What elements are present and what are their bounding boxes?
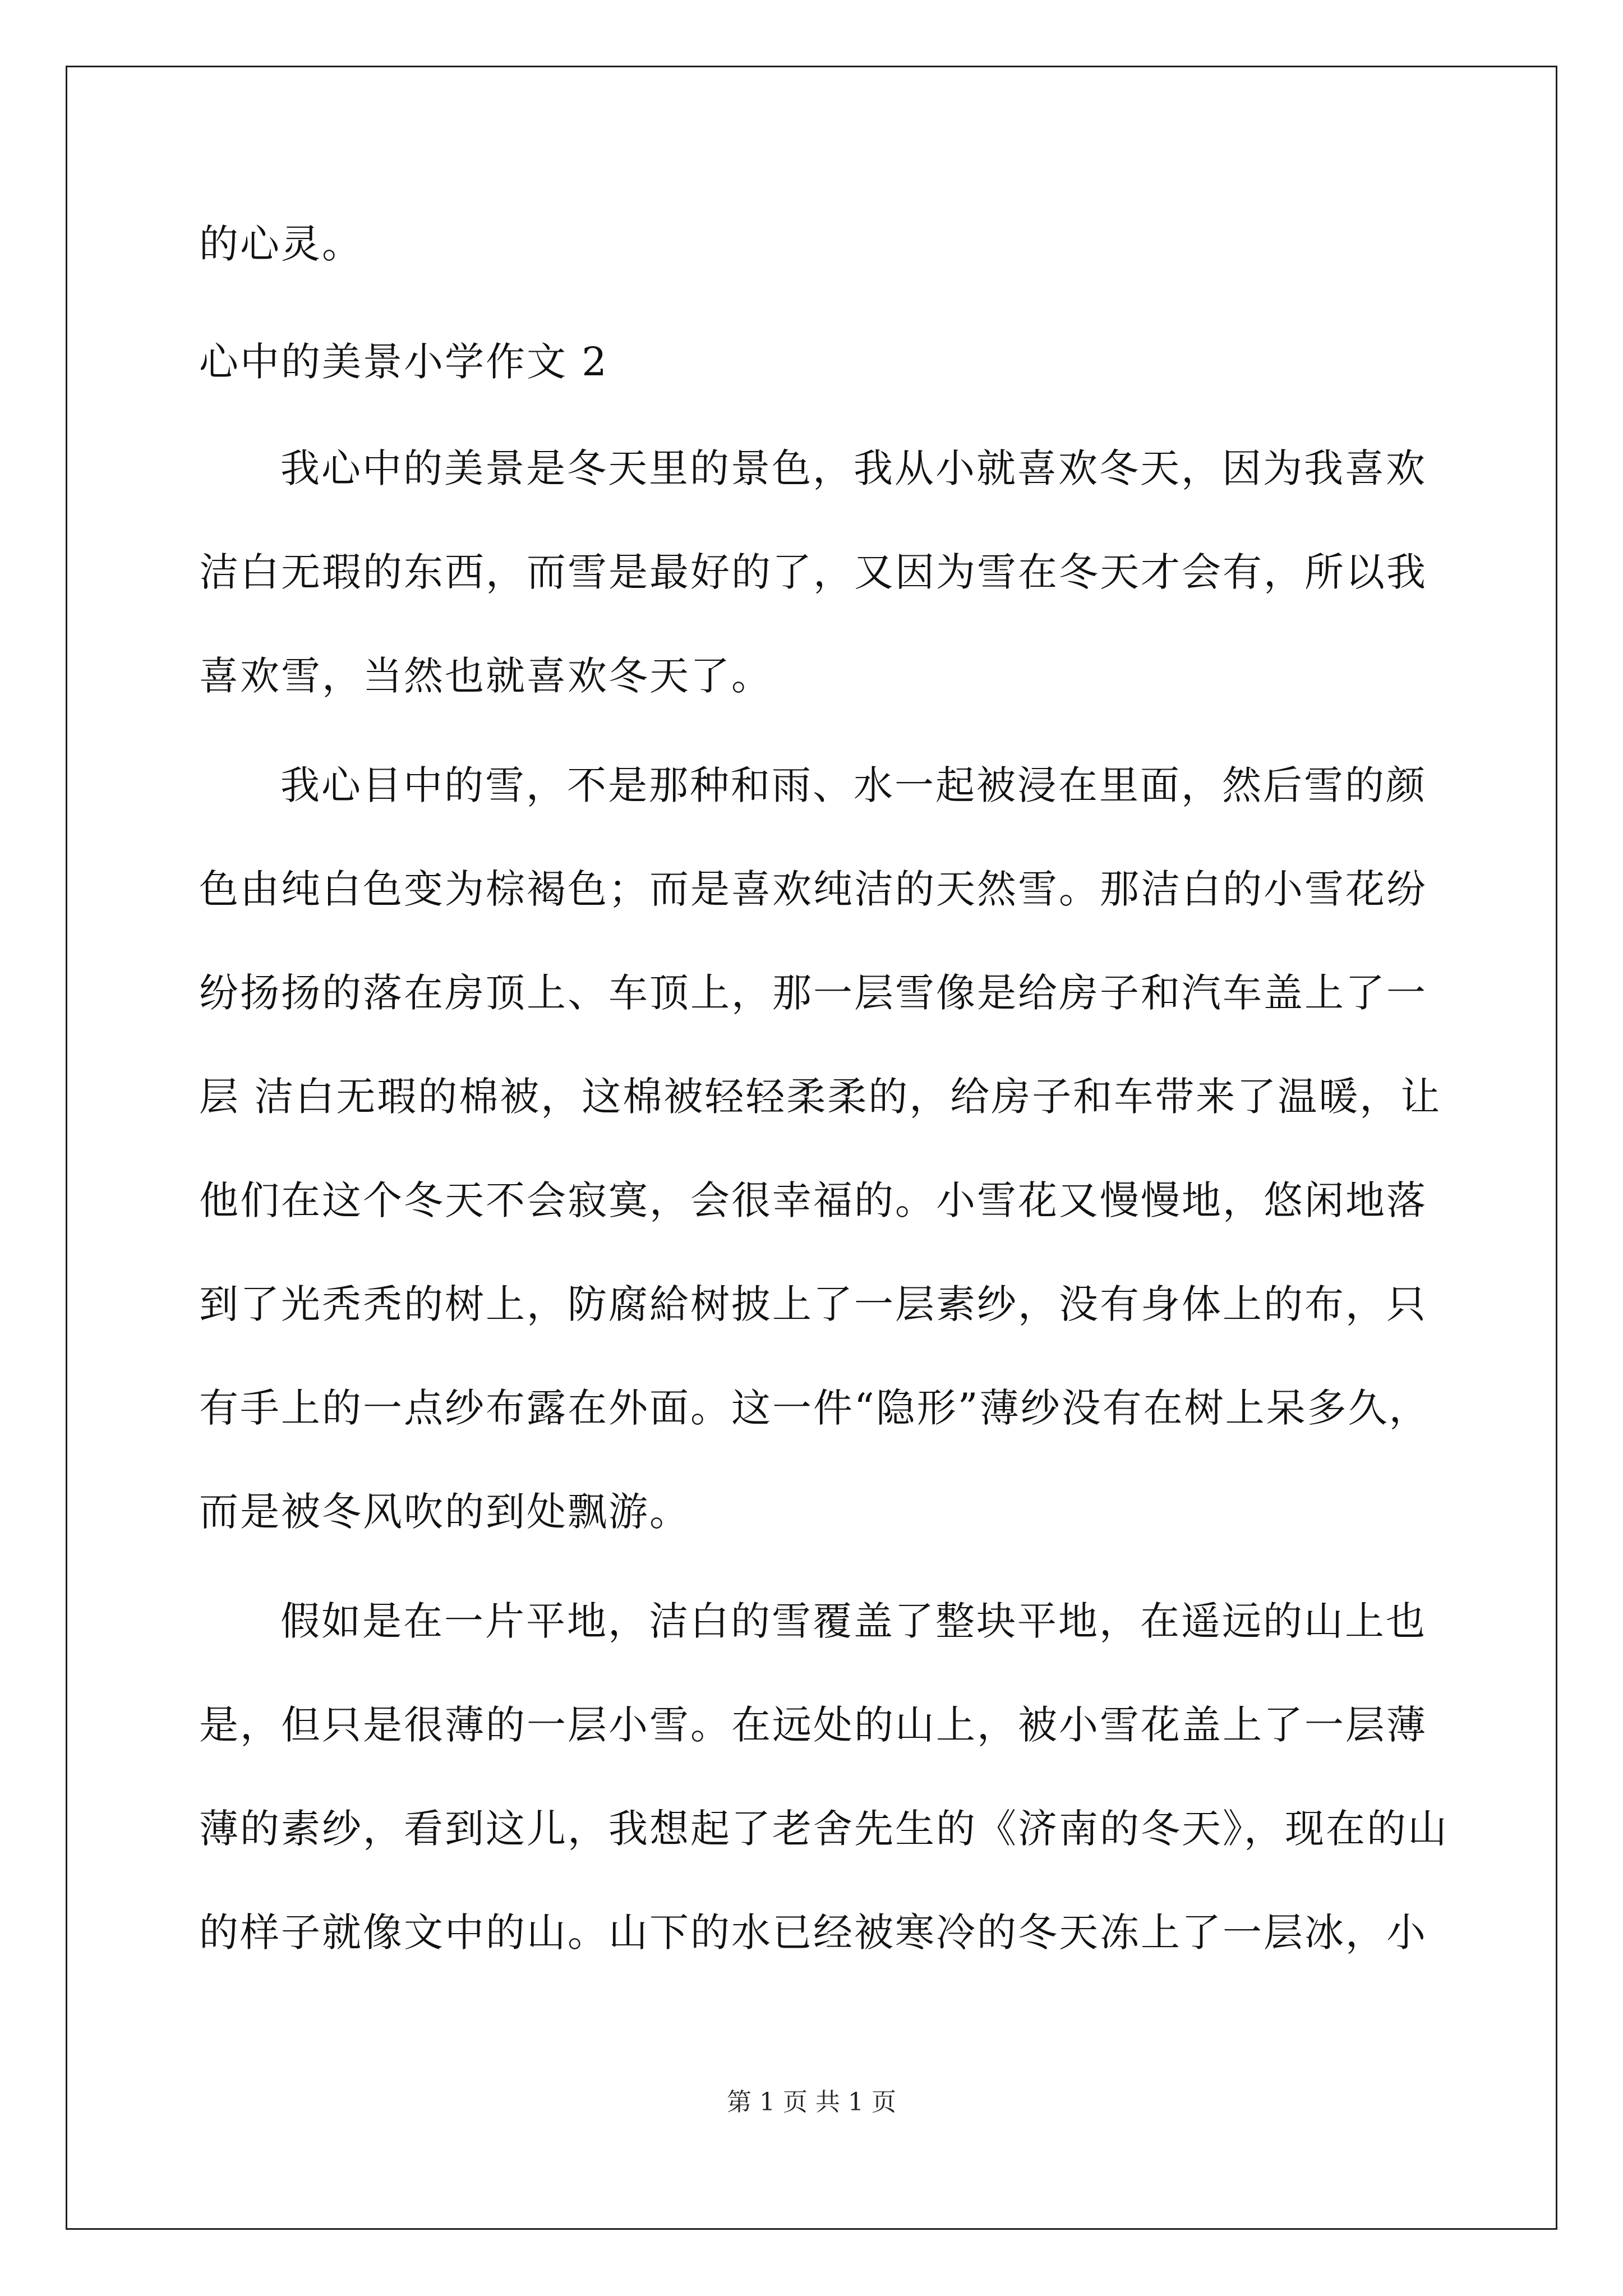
text-line: 的心灵。 (199, 221, 363, 267)
text-line: 薄的素纱，看到这儿，我想起了老舍先生的《济南的冬天》，现在的山 (199, 1806, 1449, 1852)
text-line: 纷扬扬的落在房顶上、车顶上，那一层雪像是给房子和汽车盖上了一 (199, 970, 1427, 1016)
page-border (66, 66, 1557, 2230)
text-line: 假如是在一片平地，洁白的雪覆盖了整块平地，在遥远的山上也 (280, 1598, 1427, 1644)
section-heading: 心中的美景小学作文 2 (199, 339, 608, 385)
text-line: 有手上的一点纱布露在外面。这一件“隐形”薄纱没有在树上呆多久， (199, 1385, 1430, 1431)
text-line: 洁白无瑕的东西，而雪是最好的了，又因为雪在冬天才会有，所以我 (199, 549, 1427, 595)
text-line: 而是被冬风吹的到处飘游。 (199, 1489, 690, 1535)
text-line: 的样子就像文中的山。山下的水已经被寒冷的冬天冻上了一层冰，小 (199, 1910, 1427, 1955)
page-footer: 第 1 页 共 1 页 (727, 2088, 896, 2116)
text-line: 他们在这个冬天不会寂寞，会很幸福的。小雪花又慢慢地，悠闲地落 (199, 1177, 1427, 1223)
text-line: 喜欢雪，当然也就喜欢冬天了。 (199, 653, 772, 699)
text-line: 是，但只是很薄的一层小雪。在远处的山上，被小雪花盖上了一层薄 (199, 1702, 1427, 1748)
text-line: 我心目中的雪，不是那种和雨、水一起被浸在里面，然后雪的颜 (280, 762, 1427, 808)
text-line: 到了光秃秃的树上，防腐給树披上了一层素纱，没有身体上的布，只 (199, 1281, 1427, 1327)
text-line: 色由纯白色变为棕褐色；而是喜欢纯洁的天然雪。那洁白的小雪花纷 (199, 866, 1427, 912)
text-line: 我心中的美景是冬天里的景色，我从小就喜欢冬天，因为我喜欢 (280, 445, 1427, 491)
text-line: 层 洁白无瑕的棉被，这棉被轻轻柔柔的，给房子和车带来了温暖，让 (199, 1074, 1442, 1120)
